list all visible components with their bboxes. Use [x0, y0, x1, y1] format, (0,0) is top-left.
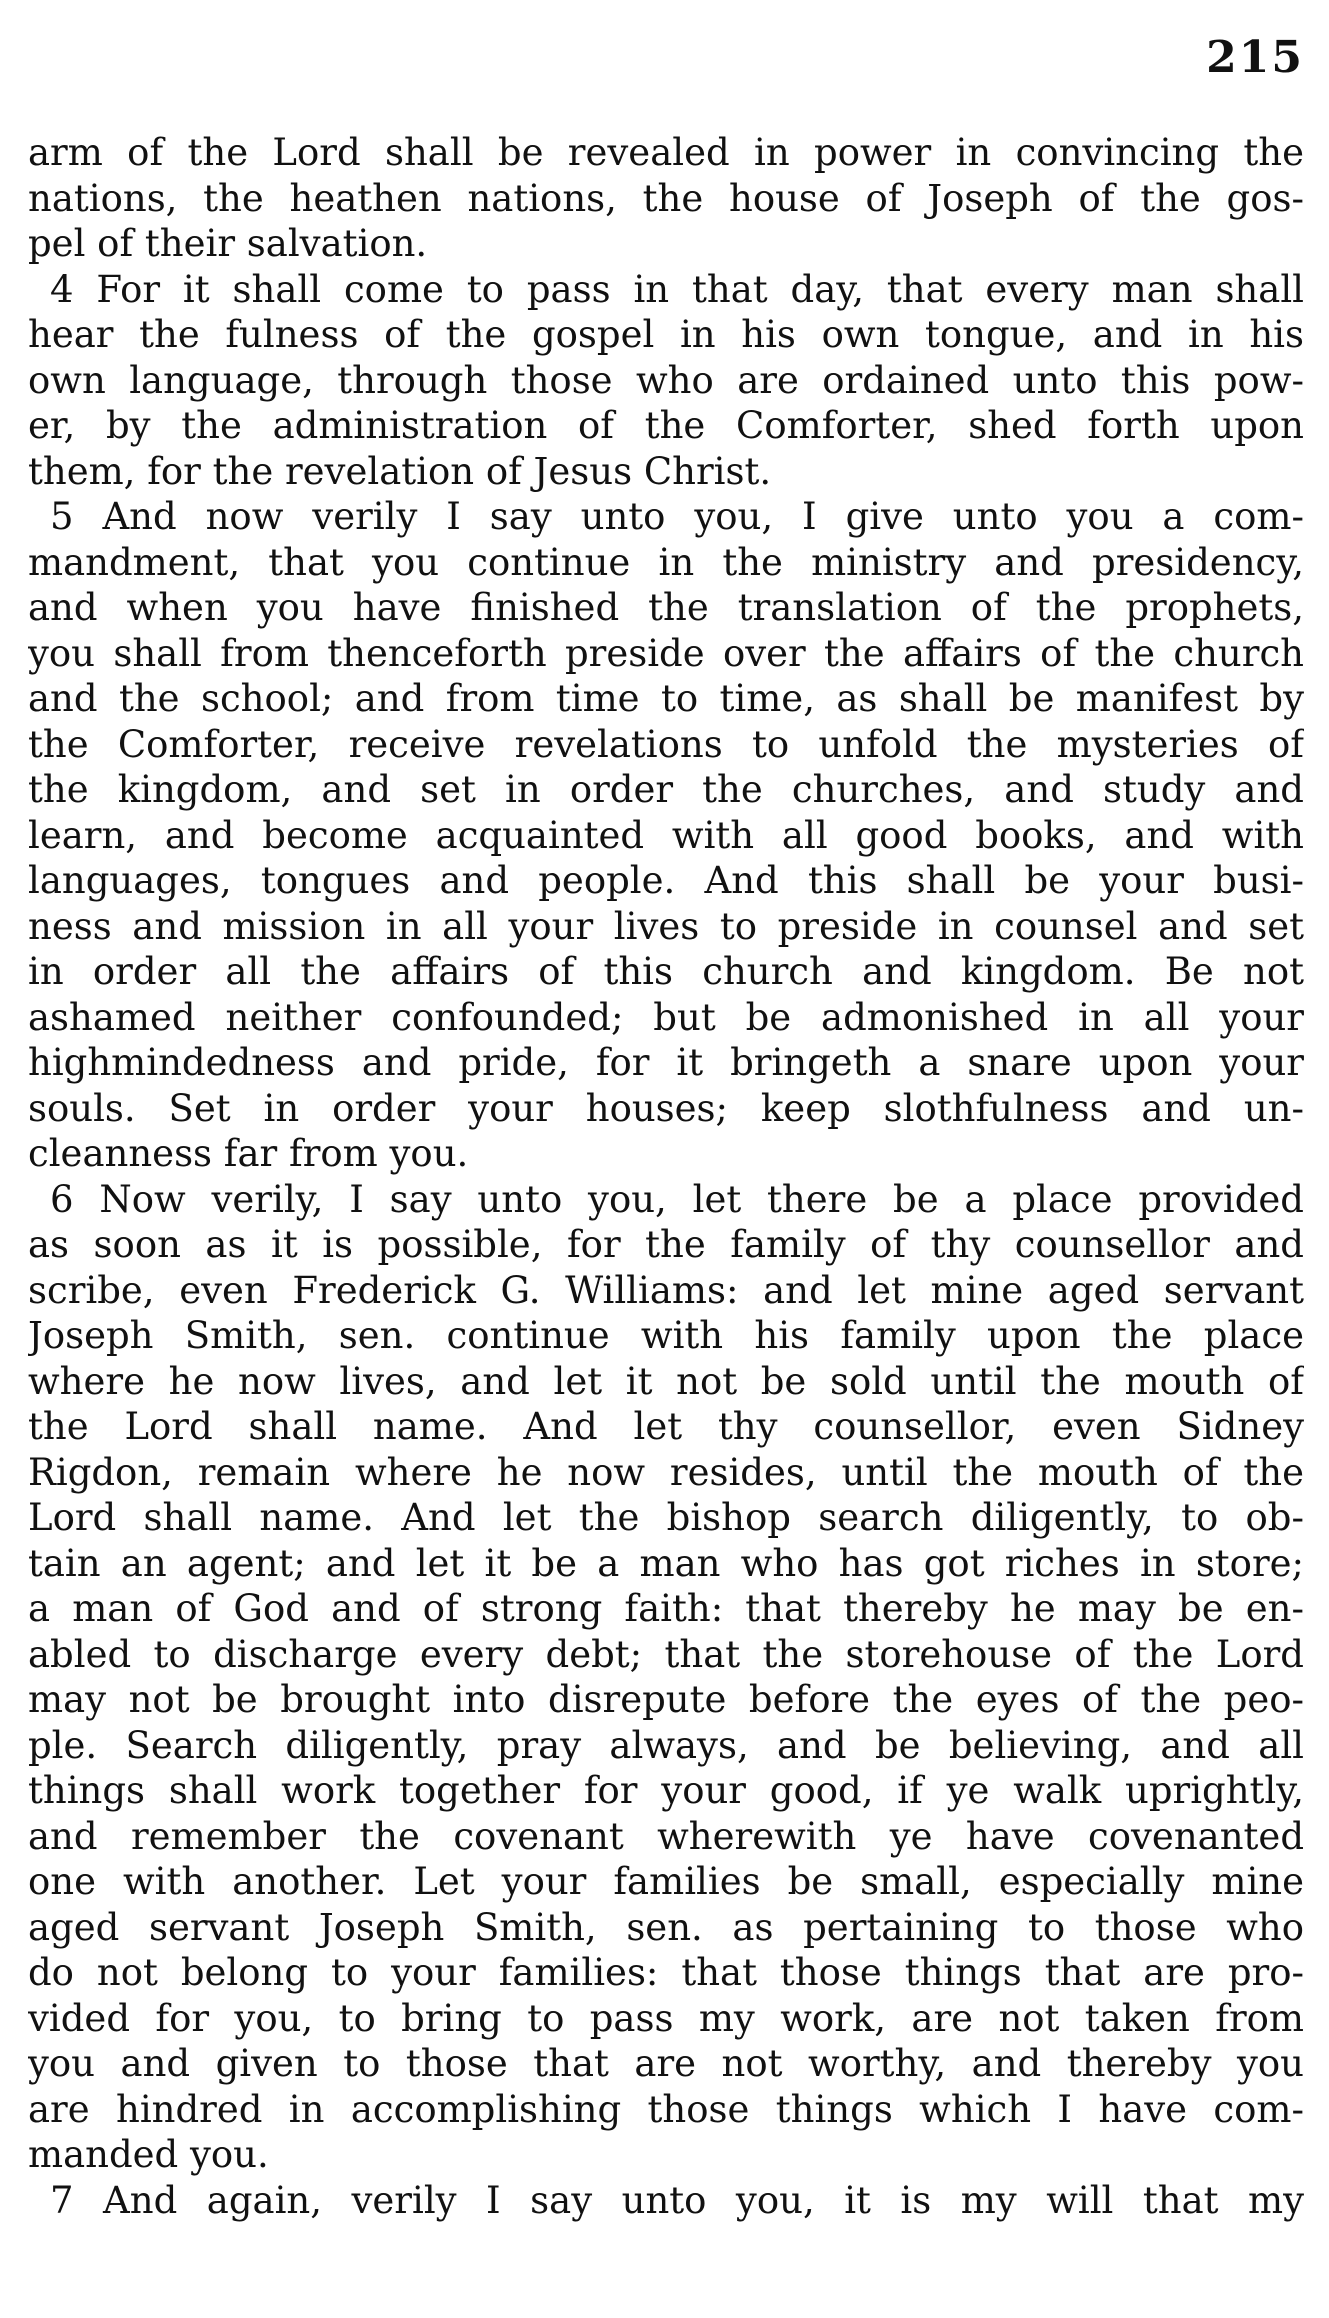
text-line: hear the fulness of the gospel in his own tongue, and in his [28, 313, 1304, 356]
text-line: learn, and become acquainted with all good books, and with [28, 813, 1304, 857]
text-line: Joseph Smith, sen. continue with his family upon the place [28, 1314, 1304, 1357]
text-line: nations, the heathen nations, the house of Joseph of the gos- [28, 176, 1304, 220]
text-line: the Lord shall name. And let thy counsellor, even Sidney [28, 1405, 1304, 1448]
text-line: cleanness far from you. [28, 1132, 469, 1175]
text-line: the Comforter, receive revelations to unfold the mysteries of [28, 722, 1304, 766]
text-line: 4 For it shall come to pass in that day, that every man shall [50, 267, 1304, 311]
text-line: 6 Now verily, I say unto you, let there be a place provided [50, 1177, 1304, 1221]
page-number: 215 [1206, 32, 1304, 83]
text-line: mandment, that you continue in the ministry and presidency, [28, 540, 1304, 584]
text-line: and when you have finished the translation of the prophets, [28, 586, 1304, 629]
text-line: you shall from thenceforth preside over the affairs of the church [28, 631, 1304, 675]
text-line: do not belong to your families: that those things that are pro- [28, 1951, 1304, 1994]
text-line: aged servant Joseph Smith, sen. as pertaining to those who [28, 1905, 1304, 1949]
text-line: things shall work together for your good, if ye walk uprightly, [28, 1769, 1304, 1812]
text-line: Rigdon, remain where he now resides, until the mouth of the [28, 1450, 1304, 1494]
text-line: 7 And again, verily I say unto you, it is my will that my [50, 2178, 1304, 2222]
text-line: are hindred in accomplishing those things which I have com- [28, 2087, 1304, 2131]
text-line: you and given to those that are not worthy, and thereby you [28, 2042, 1304, 2085]
text-line: languages, tongues and people. And this shall be your busi- [28, 859, 1304, 902]
text-line: in order all the affairs of this church and kingdom. Be not [28, 950, 1304, 993]
text-line: souls. Set in order your houses; keep slothfulness and un- [28, 1086, 1304, 1130]
text-line: vided for you, to bring to pass my work, are not taken from [28, 1996, 1304, 2040]
text-line: the kingdom, and set in order the churches, and study and [28, 768, 1304, 811]
text-line: as soon as it is possible, for the family of thy counsellor and [28, 1223, 1304, 1266]
text-line: where he now lives, and let it not be sold until the mouth of [28, 1359, 1304, 1403]
text-line: scribe, even Frederick G. Williams: and let mine aged servant [28, 1268, 1304, 1312]
text-line: ness and mission in all your lives to preside in counsel and set [28, 904, 1304, 948]
text-line: them, for the revelation of Jesus Christ. [28, 449, 772, 493]
text-line: manded you. [28, 2133, 269, 2176]
text-line: highmindedness and pride, for it bringeth a snare upon your [28, 1041, 1304, 1084]
text-line: abled to discharge every debt; that the storehouse of the Lord [28, 1632, 1304, 1676]
text-line: tain an agent; and let it be a man who has got riches in store; [28, 1541, 1304, 1585]
text-line: pel of their salvation. [28, 222, 428, 265]
text-line: own language, through those who are ordained unto this pow- [28, 358, 1304, 402]
text-line: 5 And now verily I say unto you, I give unto you a com- [50, 495, 1304, 538]
text-line: and the school; and from time to time, as shall be manifest by [28, 677, 1304, 720]
text-line: er, by the administration of the Comforter, shed forth upon [28, 404, 1304, 447]
text-line: arm of the Lord shall be revealed in power in convincing the [28, 131, 1304, 174]
text-line: a man of God and of strong faith: that thereby he may be en- [28, 1587, 1304, 1630]
text-line: one with another. Let your families be small, especially mine [28, 1860, 1304, 1903]
page-text [28, 130, 1304, 2223]
text-line: and remember the covenant wherewith ye have covenanted [28, 1814, 1304, 1858]
text-line: ple. Search diligently, pray always, and be believing, and all [28, 1723, 1304, 1767]
text-line: Lord shall name. And let the bishop search diligently, to ob- [28, 1496, 1304, 1539]
text-line: may not be brought into disrepute before the eyes of the peo- [28, 1678, 1304, 1721]
book-page [28, 28, 1304, 2298]
text-line: ashamed neither confounded; but be admonished in all your [28, 995, 1304, 1039]
